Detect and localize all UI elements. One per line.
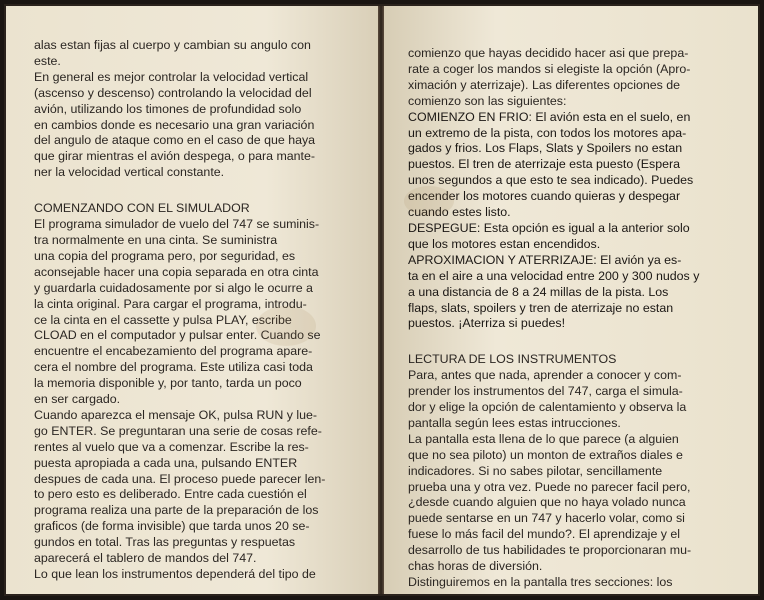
right-option-cold-start: COMIENZO EN FRIO: El avión esta en el suelo, en un extremo de la pista, con todos los motores apa- gados y frios. Los Flaps, Slats y Spoilers no estan puestos. El tren de aterrizaje esta puesto (Espera unos segundos a que esto te sea indicado). Puedes encender los motores cuando quieras y despegar cuando estes listo. (408, 109, 694, 220)
left-paragraph-5: Lo que lean los instrumentos dependerá del tipo de (34, 567, 316, 581)
right-paragraph-1: comienzo que hayas decidido hacer asi que prepa- rate a coger los mandos si elegiste la opción (Apro- ximación y aterrizaje). Las diferentes opciones de comienzo son las siguientes: (408, 46, 691, 108)
right-option-takeoff: DESPEGUE: Esta opción es igual a la anterior solo que los motores estan encendidos. (408, 220, 690, 251)
left-page (6, 6, 378, 594)
book-spread (4, 4, 760, 596)
left-paragraph-1: alas estan fijas al cuerpo y cambian su angulo con este. (34, 38, 311, 68)
left-paragraph-3: El programa simulador de vuelo del 747 se suminis- tra normalmente en una cinta. Se suministra una copia del programa pero, por seguridad, es aconsejable hacer una copia separada en otra cinta y guardarla cuidadosamente por si algo le ocurre a la cinta original. Para cargar el programa, introdu- ce la cinta en el cassette y pulsa PLAY, escribe CLOAD en el computador y pulsar enter. Cuando se encuentre el encabezamiento del programa apare- cera el nombre del programa. Este utiliza casi toda la memoria disponible y, por tanto, tarda un poco en ser cargado. (34, 217, 321, 407)
right-paragraph-7: Distinguiremos en la pantalla tres secciones: los (408, 575, 673, 589)
left-section-heading: COMENZANDO CON EL SIMULADOR (34, 201, 250, 216)
left-paragraph-4: Cuando aparezca el mensaje OK, pulsa RUN y lue- go ENTER. Se preguntaran una serie de cosas refe- rentes al vuelo que va a comenzar. Escribe la res- puesta apropiada a cada una, pulsando ENTER despues de cada una. El proceso puede parecer len- to pero esto es deliberado. Entre cada cuestión el programa realiza una parte de la preparación de los graficos (de forma invisible) que tarda unos 20 se- gundos en total. Tras las preguntas y respuetas aparecerá el tablero de mandos del 747. (34, 407, 326, 566)
right-paragraph-6: La pantalla esta llena de lo que parece (a alguien que no sea piloto) un monton de extraños diales e indicadores. Si no sabes pilotar, sencillamente prueba una y otra vez. Puede no parecer facil pero, ¿desde cuando alguien que no haya volado nunca puede sentarse en un 747 y hacerlo volar, como si fuese lo más facil del mundo?. El aprendizaje y el desarrollo de tus habilidades te proporcionaran mu- chas horas de diversión. (408, 431, 692, 574)
right-option-approach: APROXIMACION Y ATERRIZAJE: El avión ya es- ta en el aire a una velocidad entre 200 y 300 nudos y a una distancia de 8 a 24 millas de la pista. Los flaps, slats, spoilers y tren de aterrizaje no estan puestos. ¡Aterriza si puedes! (408, 252, 700, 331)
right-section-heading: LECTURA DE LOS INSTRUMENTOS (408, 352, 617, 367)
right-paragraph-5: Para, antes que nada, aprender a conocer y com- prender los instrumentos del 747, carga el simula- dor y elige la opción de calentamiento y observa la pantalla según lees estas intrucciones. (408, 368, 687, 430)
right-page (384, 6, 758, 594)
left-paragraph-2: En general es mejor controlar la velocidad vertical (ascenso y descenso) controlando la velocidad del avión, utilizando los timones de profundidad solo en cambios donde es necesario una gran variación del angulo de ataque como en el caso de que haya que girar mientras el avión despega, o para mante- ner la velocidad vertical constante. (34, 69, 316, 180)
